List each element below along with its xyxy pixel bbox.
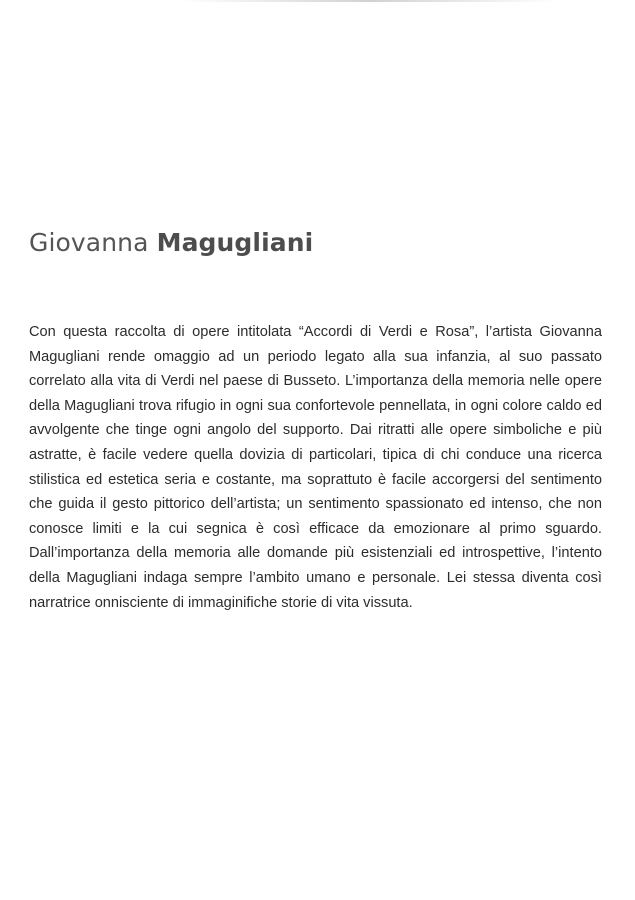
scan-edge-shadow bbox=[180, 0, 560, 2]
body-paragraph: Con questa raccolta di opere intitolata “Accordi di Verdi e Rosa”, l’artista Giovanna Magugliani rende omaggio ad un periodo legato alla sua infanzia, al suo passato correlato alla vita di Verdi nel paese di Busseto. L’importanza della memoria nelle opere della Magugliani trova rifugio in ogni sua confortevole pennellata, in ogni colore caldo ed avvolgente che tinge ogni angolo del supporto. Dai ritratti alle opere simboliche e più astratte, è facile vedere quella dovizia di particolari, tipica di chi conduce una ricerca stilistica ed estetica seria e costante, ma soprattuto è facile accorgersi del sentimento che guida il gesto pittorico dell’artista; un sentimento spassionato ed intenso, che non conosce limiti e la cui segnica è così efficace da emozionare al primo sguardo. Dall’importanza della memoria alle domande più esistenziali ed introspettive, l’intento della Magugliani indaga sempre l’ambito umano e personale. Lei stessa diventa così narratrice onnisciente di immaginifiche storie di vita vissuta. bbox=[29, 324, 602, 611]
artist-first-name: Giovanna bbox=[29, 228, 149, 257]
artist-surname: Magugliani bbox=[156, 228, 314, 257]
page-title bbox=[29, 228, 313, 257]
